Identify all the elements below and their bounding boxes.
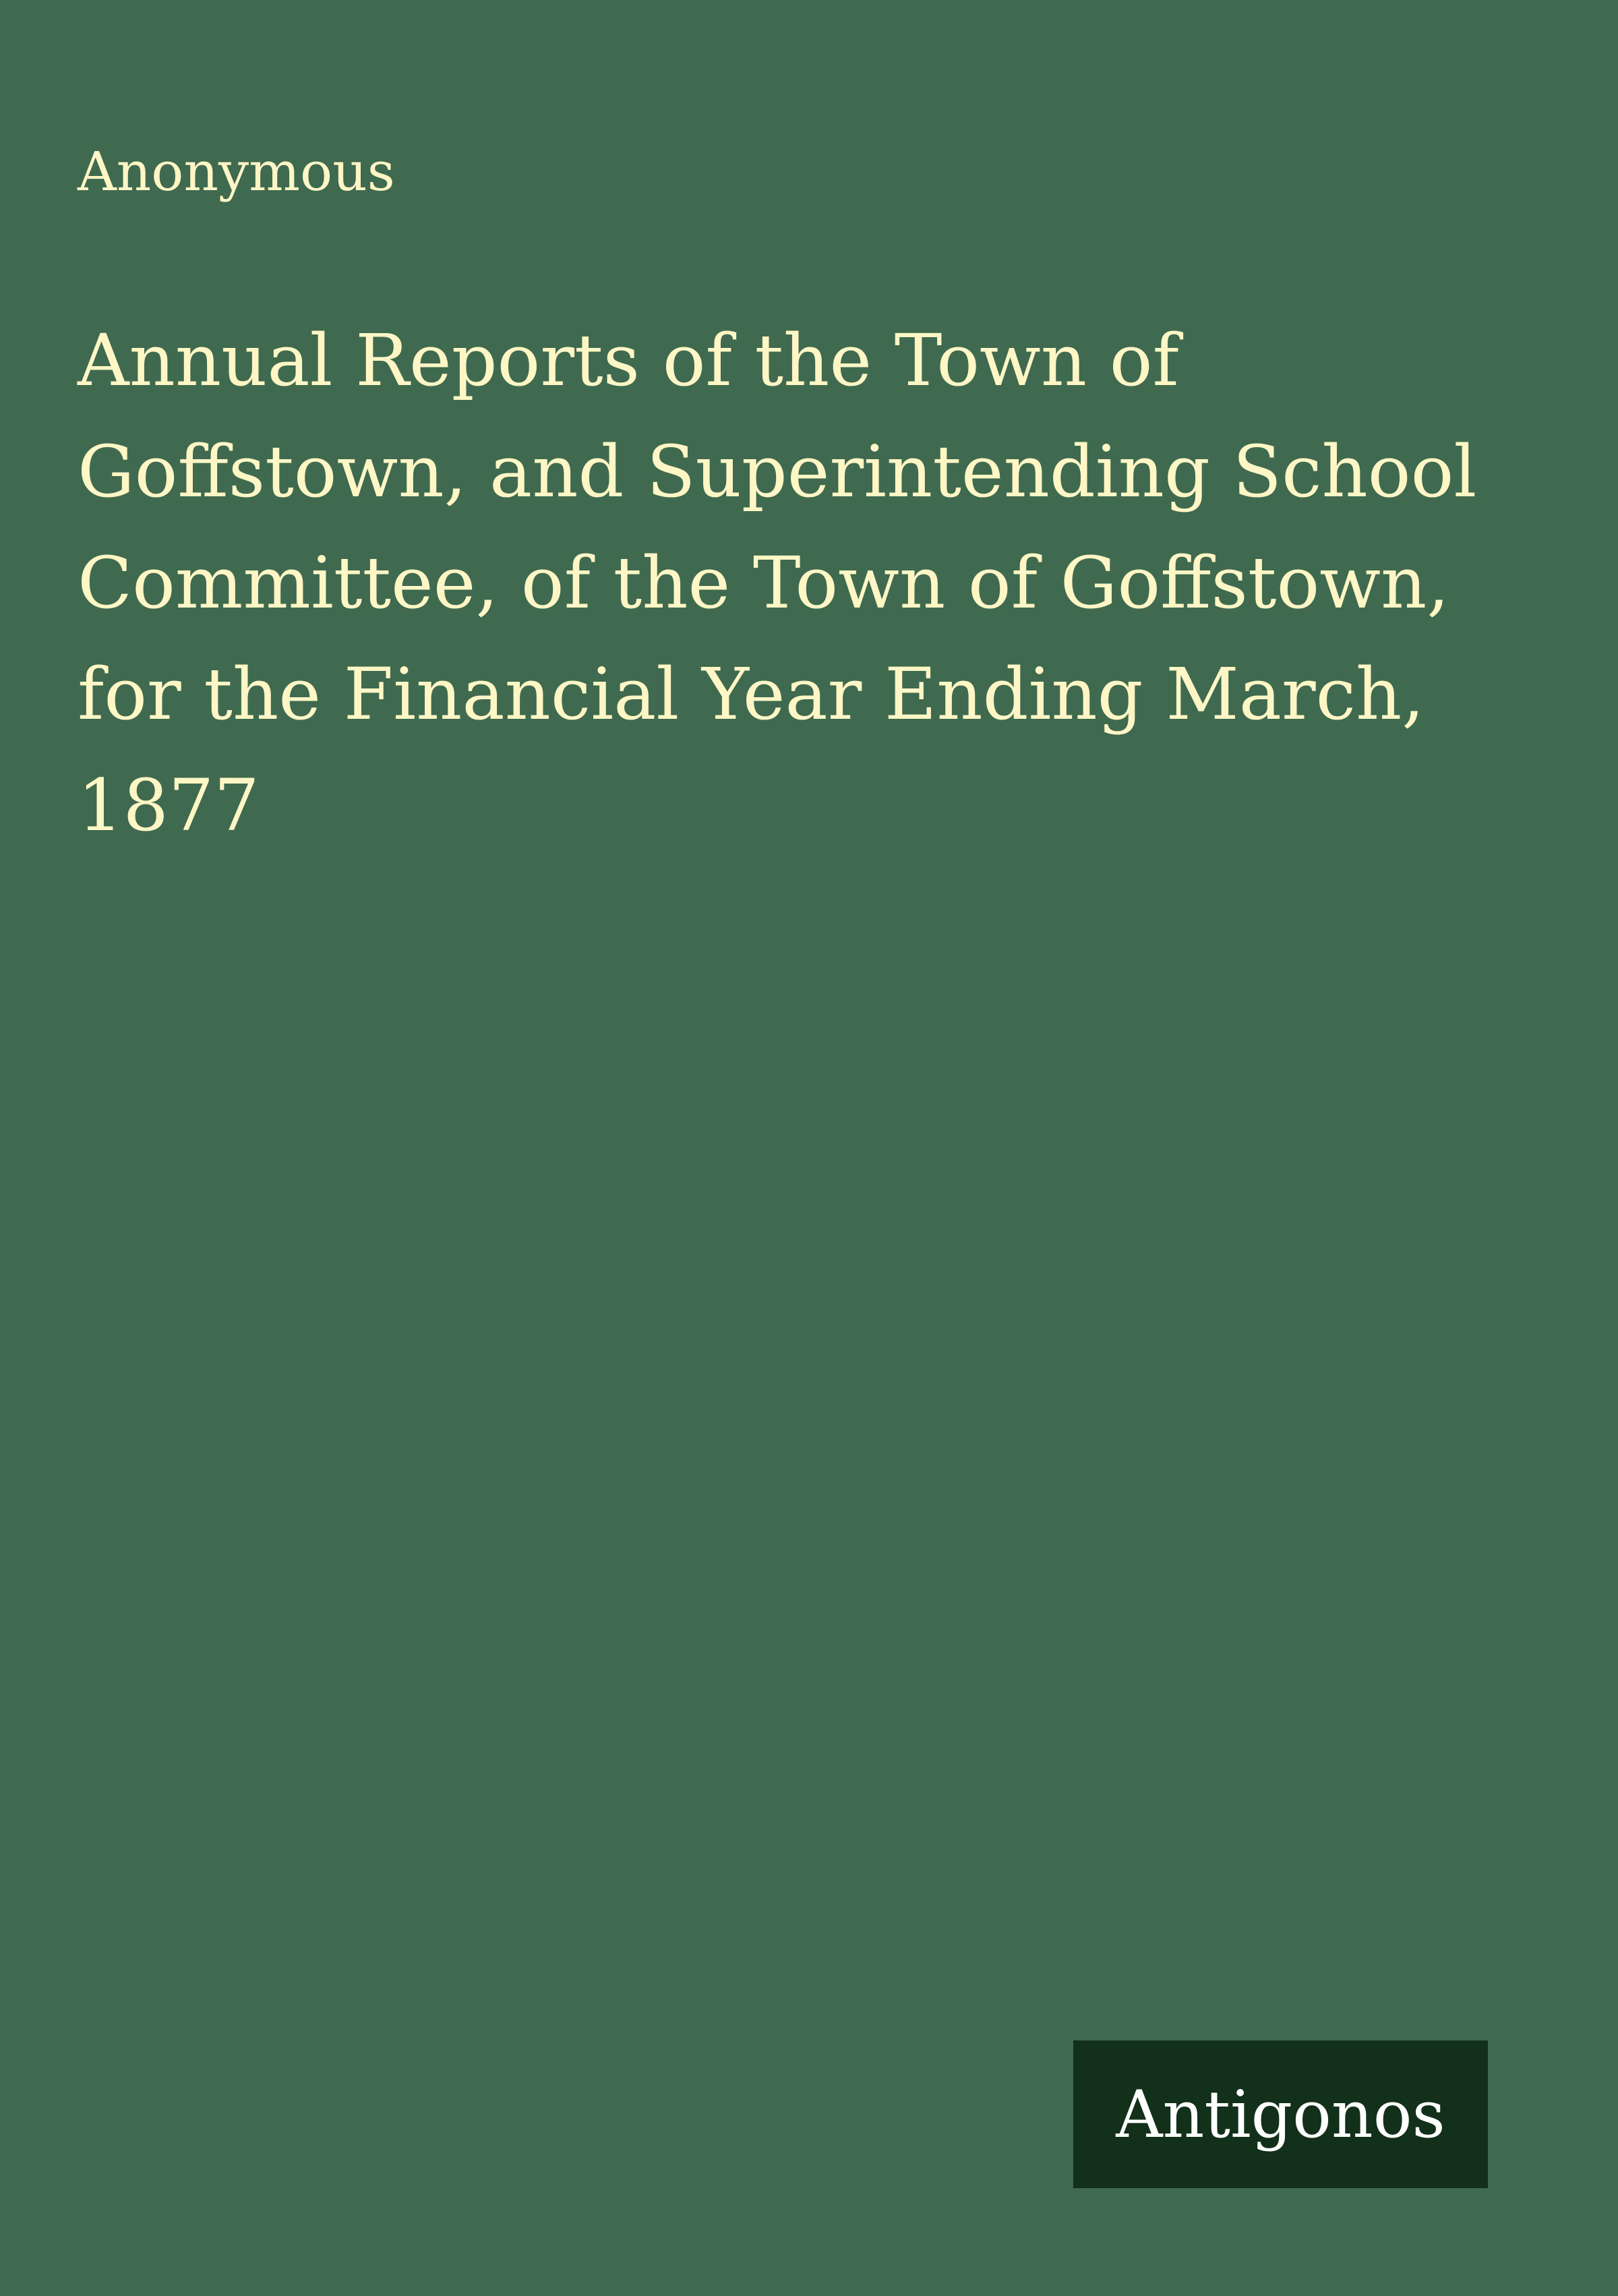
publisher-name: Antigonos <box>1116 2076 1445 2152</box>
publisher-badge <box>1073 2040 1488 2188</box>
book-title: Annual Reports of the Town of Goffstown, and Superintending School Committee, of the Town of Goffstown, for the Financial Year Ending March, 1877 <box>78 319 1477 847</box>
author-name: Anonymous <box>78 140 395 203</box>
